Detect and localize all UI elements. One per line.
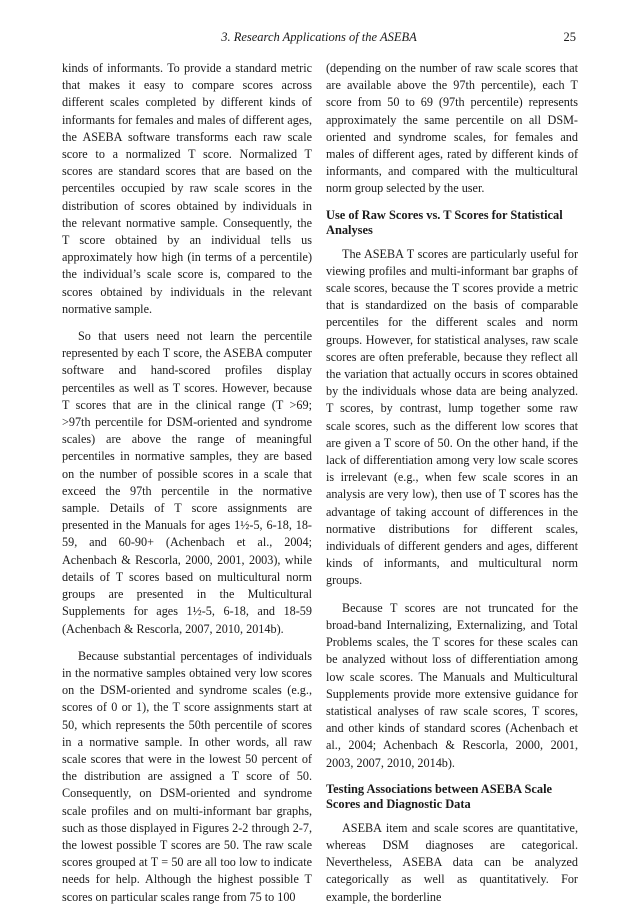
right-paragraph-2: The ASEBA T scores are particularly useful for viewing profiles and multi-informant bar graphs of scale scores, because the T scores provide a metric that is standardized on the basis of comparable percentiles for the different scales and norm groups. However, for statistical analyses, raw scale scores are often preferable, because they reflect all the variation that actually occurs in scores obtained by the individuals whose data are being analyzed. T scores, by contrast, lump together some raw scale scores, such as the different low scores that are given a T score of 50. On the other hand, if the lack of differentiation among very low scale scores is irrelevant (e.g., when few scale scores in an analysis are very low), then use of T scores has the advantage of taking account of differences in the normative distributions for different scales, individuals of different genders and ages, different kinds of informants, and multicultural norm groups. [326,246,578,588]
left-paragraph-3: Because substantial percentages of individuals in the normative samples obtained very low scores on the DSM-oriented and syndrome scales (e.g., scores of 0 or 1), the T score assignments start at 50, which represents the 50th percentile of scores in a normative sample. In other words, all raw scale scores that were in the lowest 50 percent of the distribution are assigned a T score of 50. Consequently, on DSM-oriented and syndrome scale profiles and on multi-informant bar graphs, such as those displayed in Figures 2-2 through 2-7, the lowest possible T scores are 50. The raw scale scores grouped at T = 50 are all too low to indicate needs for help. Although the highest possible T scores on particular scales range from 75 to 100 [62,648,312,904]
right-column [326,60,578,916]
left-column [62,60,312,916]
running-title: 3. Research Applications of the ASEBA [221,30,417,44]
left-paragraph-1: kinds of informants. To provide a standard metric that makes it easy to compare scores across different scales completed by different kinds of informants for females and males of different ages, the ASEBA software transforms each raw scale score to a normalized T score. Normalized T scores are standard scores that are based on the percentiles occupied by raw scale scores in the distribution of scores obtained by individuals in the relevant normative sample. Consequently, the T score obtained by an individual tells us approximately how high (in terms of a percentile) the individual’s scale score is, compared to the scores obtained by individuals in the relevant normative sample. [62,61,312,316]
right-paragraph-3: Because T scores are not truncated for the broad-band Internalizing, Externalizing, and Total Problems scales, the T scores for these scales can be analyzed without loss of differentiation among low scale scores. The Manuals and Multicultural Supplements provide more extensive guidance for statistical analyses of raw scale scores, T scores, and other kinds of standard scores (Achenbach et al., 2004; Achenbach & Rescorla, 2000, 2001, 2003, 2007, 2010, 2014b). [326,600,578,770]
section-heading-testing-associations: Testing Associations between ASEBA Scale Scores and Diagnostic Data [326,781,553,811]
page-number: 25 [563,30,576,44]
running-header [62,30,576,48]
left-paragraph-2: So that users need not learn the percentile represented by each T score, the ASEBA computer software and hand-scored profiles display percentiles as well as T scores. However, because T scores that are in the clinical range (T >69; >97th percentile for DSM-oriented and syndrome scales) are above the range of meaningful percentiles in normative samples, they are based on the number of possible scores in a scale that exceed the 97th percentile in the normative sample. Details of T score assignments are presented in the Manuals for ages 1½-5, 6-18, 18-59, and 60-90+ (Achenbach et al., 2004; Achenbach & Rescorla, 2000, 2001, 2003), while details of T scores based on multicultural norm groups are presented in the Multicultural Supplements for ages 1½-5, 6-18, and 18-59 (Achenbach & Rescorla, 2007, 2010, 2014b). [62,329,312,636]
section-heading-raw-vs-t-scores: Use of Raw Scores vs. T Scores for Statistical Analyses [326,207,563,237]
right-paragraph-4: ASEBA item and scale scores are quantitative, whereas DSM diagnoses are categorical. Nevertheless, ASEBA data can be analyzed categorically as well as quantitatively. For example, the borderline [326,820,578,904]
right-paragraph-1: (depending on the number of raw scale scores that are available above the 97th percentile), each T score from 50 to 69 (97th percentile) represents approximately the same percentile on all DSM-oriented and syndrome scales, for females and males of different ages, rated by different kinds of informants, and compared with the multicultural norm group selected by the user. [326,61,578,196]
